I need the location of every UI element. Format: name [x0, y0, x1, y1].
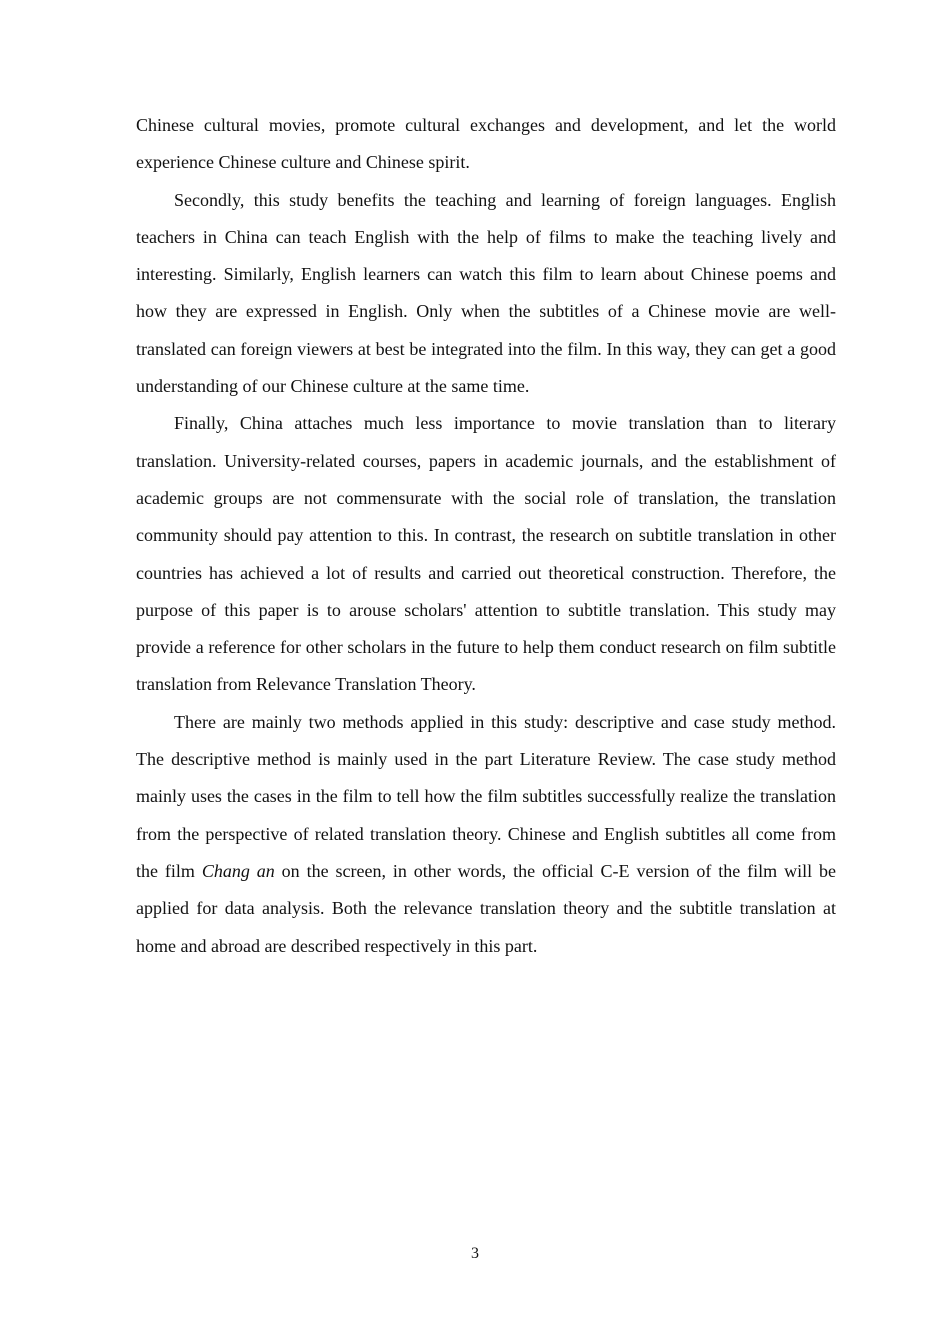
paragraph-movie-translation-importance: Finally, China attaches much less importance to movie translation than to literary translation. University-related courses, papers in academic journals, and the establishment of academic groups are not commensurate with the social role of translation, the translation community should pay attention to this. In contrast, the research on subtitle translation in other countries has achieved a lot of results and carried out theoretical construction. Therefore, the purpose of this paper is to arouse scholars' attention to subtitle translation. This study may provide a reference for other scholars in the future to help them conduct research on film subtitle translation from Relevance Translation Theory. [136, 413, 836, 695]
page-number: 3 [471, 1245, 479, 1262]
film-title: Chang an [201, 860, 275, 881]
paragraph-teaching-benefits: Secondly, this study benefits the teaching and learning of foreign languages. English teachers in China can teach English with the help of films to make the teaching lively and interesting. Similarly, English learners can watch this film to learn about Chinese poems and how they are expressed in English. Only when the subtitles of a Chinese movie are well-translated can foreign viewers at best be integrated into the film. In this way, they can get a good understanding of our Chinese culture at the same time. [136, 189, 836, 397]
methods-text-before: There are mainly two methods applied in this study: descriptive and case study method. The descriptive method is mainly used in the part Literature Review. The case study method mainly uses the cases in the film to tell how the film subtitles successfully realize the translation from the perspective of related translation theory. Chinese and English subtitles all come from the film [136, 711, 836, 881]
paragraph-continuation: Chinese cultural movies, promote cultural exchanges and development, and let the world experience Chinese culture and Chinese spirit. [136, 115, 836, 173]
body-text [136, 107, 836, 965]
paragraph-research-methods [136, 704, 836, 965]
methods-text-after: on the screen, in other words, the official C-E version of the film will be applied for data analysis. Both the relevance translation theory and the subtitle translation at home and abroad are described respectively in this part. [136, 860, 836, 956]
